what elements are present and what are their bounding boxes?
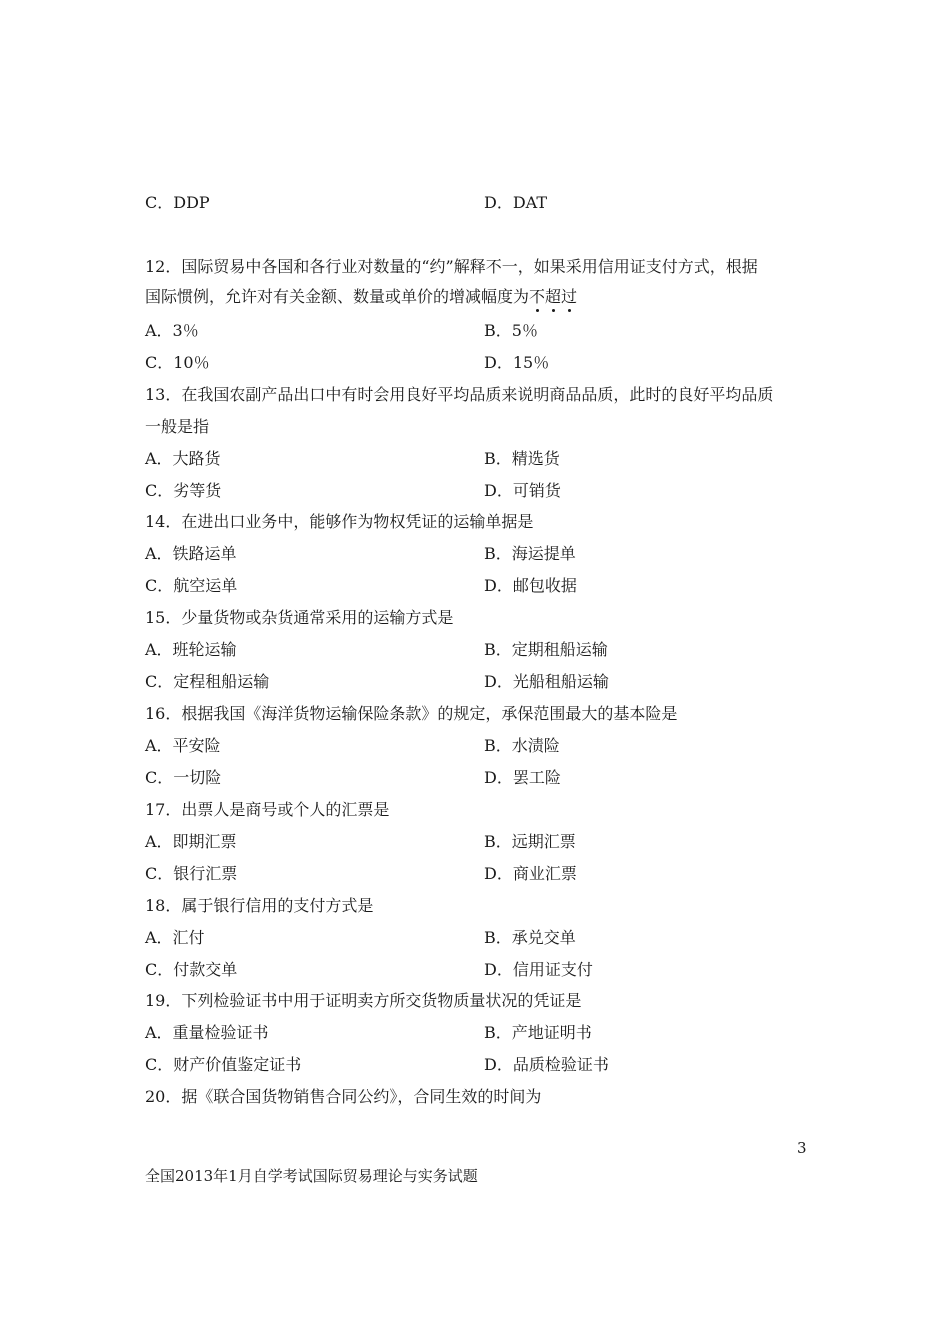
q16-option-b: B．水渍险 (484, 736, 560, 755)
q13-option-c: C．劣等货 (145, 481, 222, 500)
q17-option-a: A．即期汇票 (145, 832, 237, 851)
q18-option-a: A．汇付 (145, 928, 205, 947)
q15-option-d: D．光船租船运输 (484, 672, 609, 691)
q14-option-a: A．铁路运单 (145, 544, 237, 563)
q12-stem-line2-text: 国际惯例，允许对有关金额、数量或单价的增减幅度为 (145, 287, 530, 306)
q13-option-b: B．精选货 (484, 449, 560, 468)
q19-option-b: B．产地证明书 (484, 1023, 592, 1042)
q20-stem: 20．据《联合国货物销售合同公约》，合同生效的时间为 (145, 1087, 542, 1106)
page-number: 3 (797, 1139, 807, 1157)
q19-option-a: A．重量检验证书 (145, 1023, 269, 1042)
q18-option-b: B．承兑交单 (484, 928, 576, 947)
q12-option-c: C．10％ (145, 353, 210, 372)
q13-stem-line2: 一般是指 (145, 417, 210, 436)
q19-stem: 19．下列检验证书中用于证明卖方所交货物质量状况的凭证是 (145, 991, 582, 1010)
q18-option-d: D．信用证支付 (484, 960, 593, 979)
q13-stem-line1: 13．在我国农副产品出口中有时会用良好平均品质来说明商品品质，此时的良好平均品质 (145, 385, 774, 404)
q12-stem-line1: 12．国际贸易中各国和各行业对数量的“约”解释不一，如果采用信用证支付方式，根据 (145, 257, 758, 276)
q14-option-d: D．邮包收据 (484, 576, 577, 595)
q19-option-c: C．财产价值鉴定证书 (145, 1055, 302, 1074)
q17-stem: 17．出票人是商号或个人的汇票是 (145, 800, 390, 819)
q15-option-a: A．班轮运输 (145, 640, 237, 659)
q11-option-d: D．DAT (484, 193, 548, 212)
q17-option-c: C．银行汇票 (145, 864, 238, 883)
q14-option-c: C．航空运单 (145, 576, 238, 595)
q16-option-c: C．一切险 (145, 768, 222, 787)
q14-option-b: B．海运提单 (484, 544, 576, 563)
q18-option-c: C．付款交单 (145, 960, 238, 979)
q12-emphasis-not-exceed (529, 287, 577, 306)
q12-option-d: D．15％ (484, 353, 550, 372)
q13-option-a: A．大路货 (145, 449, 221, 468)
page-footer: 全国2013年1月自学考试国际贸易理论与实务试题 (145, 1167, 478, 1185)
q12-stem-line2 (145, 287, 810, 307)
q18-stem: 18．属于银行信用的支付方式是 (145, 896, 374, 915)
q19-option-d: D．品质检验证书 (484, 1055, 609, 1074)
emphasis-char: 不 (529, 287, 546, 306)
q12-option-a: A．3％ (145, 321, 199, 340)
q14-stem: 14．在进出口业务中，能够作为物权凭证的运输单据是 (145, 512, 534, 531)
q11-option-c: C．DDP (145, 193, 210, 212)
emphasis-char: 超 (545, 287, 562, 306)
q17-option-d: D．商业汇票 (484, 864, 577, 883)
q15-option-b: B．定期租船运输 (484, 640, 608, 659)
q16-stem: 16．根据我国《海洋货物运输保险条款》的规定，承保范围最大的基本险是 (145, 704, 678, 723)
q17-option-b: B．远期汇票 (484, 832, 576, 851)
q15-stem: 15．少量货物或杂货通常采用的运输方式是 (145, 608, 454, 627)
q16-option-d: D．罢工险 (484, 768, 561, 787)
q12-option-b: B．5％ (484, 321, 538, 340)
q13-option-d: D．可销货 (484, 481, 561, 500)
q15-option-c: C．定程租船运输 (145, 672, 270, 691)
q16-option-a: A．平安险 (145, 736, 221, 755)
emphasis-char: 过 (561, 287, 578, 306)
